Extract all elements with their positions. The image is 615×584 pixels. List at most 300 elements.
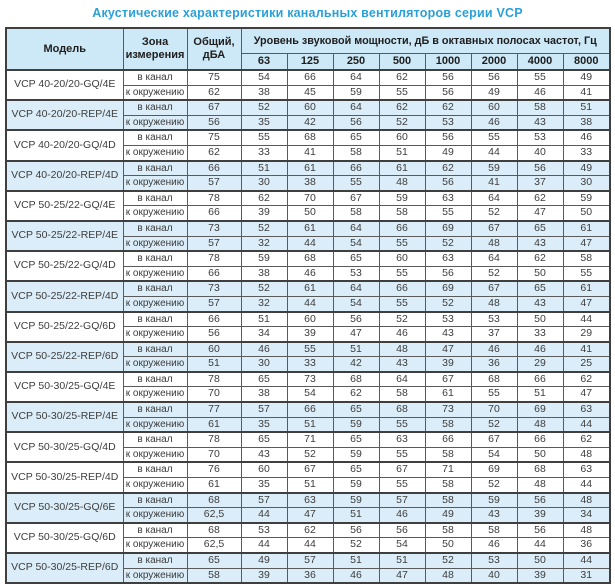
spl-value-cell: 38 — [241, 85, 287, 100]
spl-value-cell: 49 — [425, 145, 471, 160]
spl-value-cell: 38 — [241, 387, 287, 402]
spl-value-cell: 69 — [425, 281, 471, 296]
spl-value-cell: 31 — [563, 568, 610, 583]
spl-value-cell: 61 — [287, 281, 333, 296]
spl-value-cell: 64 — [333, 221, 379, 236]
model-cell: VCP 50-30/25-REP/6D — [6, 553, 123, 583]
column-header-zone: Зона измерения — [123, 28, 187, 70]
total-dba-cell: 77 — [187, 402, 241, 417]
total-dba-cell: 76 — [187, 462, 241, 477]
zone-cell: в канал — [123, 432, 187, 447]
total-dba-cell: 60 — [187, 342, 241, 357]
model-cell: VCP 50-25/22-GQ/6D — [6, 312, 123, 342]
spl-value-cell: 55 — [379, 417, 425, 432]
spl-value-cell: 55 — [379, 236, 425, 251]
zone-cell: в канал — [123, 372, 187, 387]
table-row — [6, 100, 610, 115]
model-cell: VCP 50-25/22-GQ/4D — [6, 251, 123, 281]
spl-value-cell: 66 — [379, 281, 425, 296]
spl-value-cell: 52 — [471, 266, 517, 281]
model-cell: VCP 50-25/22-REP/6D — [6, 342, 123, 372]
spl-value-cell: 44 — [287, 236, 333, 251]
freq-header-63: 63 — [241, 53, 287, 70]
spl-value-cell: 34 — [563, 508, 610, 523]
spl-value-cell: 41 — [563, 342, 610, 357]
total-dba-cell: 57 — [187, 296, 241, 311]
spl-value-cell: 67 — [471, 281, 517, 296]
spl-value-cell: 58 — [425, 523, 471, 538]
total-dba-cell: 70 — [187, 447, 241, 462]
spl-value-cell: 52 — [425, 296, 471, 311]
spl-value-cell: 71 — [287, 432, 333, 447]
spl-value-cell: 33 — [287, 357, 333, 372]
spl-value-cell: 53 — [241, 523, 287, 538]
zone-cell: к окружению — [123, 85, 187, 100]
spl-value-cell: 34 — [241, 327, 287, 342]
spl-value-cell: 60 — [379, 130, 425, 145]
model-cell: VCP 50-30/25-GQ/6D — [6, 523, 123, 553]
spl-value-cell: 61 — [287, 161, 333, 176]
zone-cell: к окружению — [123, 327, 187, 342]
spl-value-cell: 66 — [379, 221, 425, 236]
freq-header-2000: 2000 — [471, 53, 517, 70]
zone-cell: к окружению — [123, 266, 187, 281]
spl-value-cell: 56 — [333, 115, 379, 130]
spl-value-cell: 59 — [379, 191, 425, 206]
spl-value-cell: 65 — [241, 432, 287, 447]
spl-value-cell: 36 — [471, 357, 517, 372]
spl-value-cell: 46 — [563, 130, 610, 145]
spl-value-cell: 40 — [517, 145, 563, 160]
spl-value-cell: 46 — [287, 266, 333, 281]
spl-value-cell: 62 — [379, 100, 425, 115]
total-dba-cell: 61 — [187, 478, 241, 493]
spl-value-cell: 52 — [471, 417, 517, 432]
spl-value-cell: 33 — [563, 145, 610, 160]
spl-value-cell: 57 — [241, 493, 287, 508]
zone-cell: в канал — [123, 70, 187, 85]
spl-value-cell: 62 — [241, 191, 287, 206]
spl-value-cell: 56 — [333, 523, 379, 538]
spl-value-cell: 59 — [333, 447, 379, 462]
spl-value-cell: 61 — [425, 387, 471, 402]
spl-value-cell: 61 — [563, 281, 610, 296]
zone-cell: к окружению — [123, 538, 187, 553]
spl-value-cell: 39 — [241, 206, 287, 221]
spl-value-cell: 66 — [517, 372, 563, 387]
spl-value-cell: 57 — [379, 493, 425, 508]
spl-value-cell: 37 — [471, 327, 517, 342]
spl-value-cell: 46 — [379, 327, 425, 342]
spl-value-cell: 58 — [425, 478, 471, 493]
table-row — [6, 281, 610, 296]
spl-value-cell: 51 — [379, 553, 425, 568]
total-dba-cell: 78 — [187, 191, 241, 206]
spl-value-cell: 43 — [517, 296, 563, 311]
spl-value-cell: 45 — [287, 85, 333, 100]
total-dba-cell: 51 — [187, 357, 241, 372]
spl-value-cell: 44 — [563, 312, 610, 327]
total-dba-cell: 75 — [187, 70, 241, 85]
spl-value-cell: 30 — [563, 176, 610, 191]
table-row — [6, 553, 610, 568]
spl-value-cell: 61 — [563, 221, 610, 236]
spl-value-cell: 49 — [563, 161, 610, 176]
spl-value-cell: 67 — [333, 191, 379, 206]
total-dba-cell: 62 — [187, 145, 241, 160]
spl-value-cell: 55 — [287, 342, 333, 357]
spl-value-cell: 56 — [379, 523, 425, 538]
spl-value-cell: 71 — [425, 462, 471, 477]
spl-value-cell: 44 — [241, 538, 287, 553]
spl-value-cell: 53 — [333, 266, 379, 281]
spl-value-cell: 35 — [241, 115, 287, 130]
spl-value-cell: 59 — [333, 417, 379, 432]
spl-value-cell: 36 — [563, 538, 610, 553]
total-dba-cell: 70 — [187, 387, 241, 402]
spl-value-cell: 56 — [333, 312, 379, 327]
zone-cell: к окружению — [123, 236, 187, 251]
spl-value-cell: 62 — [563, 372, 610, 387]
spl-value-cell: 54 — [241, 70, 287, 85]
spl-value-cell: 42 — [333, 357, 379, 372]
column-header-spl: Уровень звуковой мощности, дБ в октавных полосах частот, Гц — [241, 28, 610, 53]
spl-value-cell: 51 — [287, 478, 333, 493]
zone-cell: в канал — [123, 130, 187, 145]
spl-value-cell: 47 — [333, 327, 379, 342]
spl-value-cell: 46 — [471, 115, 517, 130]
spl-value-cell: 52 — [379, 115, 425, 130]
spl-value-cell: 68 — [333, 372, 379, 387]
spl-value-cell: 54 — [287, 387, 333, 402]
table-row — [6, 161, 610, 176]
spl-value-cell: 51 — [333, 553, 379, 568]
spl-value-cell: 52 — [241, 100, 287, 115]
model-cell: VCP 50-30/25-GQ/6E — [6, 493, 123, 523]
zone-cell: к окружению — [123, 357, 187, 372]
zone-cell: к окружению — [123, 417, 187, 432]
spl-value-cell: 56 — [517, 523, 563, 538]
model-cell: VCP 50-25/22-REP/4E — [6, 221, 123, 251]
zone-cell: в канал — [123, 221, 187, 236]
spl-value-cell: 66 — [333, 161, 379, 176]
acoustic-characteristics-table — [5, 27, 611, 584]
spl-value-cell: 46 — [379, 508, 425, 523]
spl-value-cell: 65 — [333, 251, 379, 266]
spl-value-cell: 55 — [379, 266, 425, 281]
spl-value-cell: 54 — [333, 236, 379, 251]
spl-value-cell: 73 — [425, 402, 471, 417]
spl-value-cell: 60 — [287, 312, 333, 327]
spl-value-cell: 53 — [471, 553, 517, 568]
spl-value-cell: 40 — [471, 568, 517, 583]
freq-header-500: 500 — [379, 53, 425, 70]
spl-value-cell: 65 — [333, 402, 379, 417]
spl-value-cell: 44 — [563, 417, 610, 432]
spl-value-cell: 55 — [471, 387, 517, 402]
spl-value-cell: 41 — [287, 145, 333, 160]
spl-value-cell: 25 — [563, 357, 610, 372]
spl-value-cell: 55 — [563, 266, 610, 281]
spl-value-cell: 64 — [333, 70, 379, 85]
table-row — [6, 493, 610, 508]
spl-value-cell: 46 — [517, 342, 563, 357]
spl-value-cell: 44 — [563, 478, 610, 493]
spl-value-cell: 55 — [379, 447, 425, 462]
total-dba-cell: 62,5 — [187, 508, 241, 523]
spl-value-cell: 37 — [517, 176, 563, 191]
spl-value-cell: 51 — [241, 161, 287, 176]
spl-value-cell: 70 — [287, 191, 333, 206]
total-dba-cell: 62,5 — [187, 538, 241, 553]
page-title: Акустические характеристики канальных вентиляторов серии VCP — [92, 6, 523, 20]
spl-value-cell: 46 — [241, 342, 287, 357]
total-dba-cell: 57 — [187, 236, 241, 251]
spl-value-cell: 65 — [333, 432, 379, 447]
spl-value-cell: 52 — [287, 447, 333, 462]
spl-value-cell: 58 — [517, 100, 563, 115]
total-dba-cell: 73 — [187, 281, 241, 296]
spl-value-cell: 52 — [471, 478, 517, 493]
spl-value-cell: 41 — [471, 176, 517, 191]
spl-value-cell: 55 — [471, 130, 517, 145]
spl-value-cell: 29 — [517, 357, 563, 372]
spl-value-cell: 58 — [333, 145, 379, 160]
spl-value-cell: 64 — [471, 251, 517, 266]
spl-value-cell: 43 — [241, 447, 287, 462]
spl-value-cell: 47 — [563, 387, 610, 402]
total-dba-cell: 57 — [187, 176, 241, 191]
model-cell: VCP 40-20/20-GQ/4E — [6, 70, 123, 100]
spl-value-cell: 56 — [471, 70, 517, 85]
spl-value-cell: 32 — [241, 296, 287, 311]
freq-header-125: 125 — [287, 53, 333, 70]
spl-value-cell: 61 — [287, 221, 333, 236]
header-row-top — [6, 28, 610, 53]
spl-value-cell: 55 — [333, 176, 379, 191]
spl-value-cell: 55 — [379, 296, 425, 311]
spl-value-cell: 39 — [241, 568, 287, 583]
spl-value-cell: 47 — [563, 296, 610, 311]
spl-value-cell: 48 — [563, 493, 610, 508]
spl-value-cell: 53 — [425, 115, 471, 130]
spl-value-cell: 64 — [333, 281, 379, 296]
spl-value-cell: 62 — [563, 432, 610, 447]
spl-value-cell: 55 — [379, 478, 425, 493]
spl-value-cell: 69 — [517, 402, 563, 417]
table-row — [6, 221, 610, 236]
spl-value-cell: 54 — [471, 447, 517, 462]
spl-value-cell: 48 — [563, 447, 610, 462]
table-row — [6, 312, 610, 327]
spl-value-cell: 50 — [287, 206, 333, 221]
total-dba-cell: 65 — [187, 553, 241, 568]
spl-value-cell: 44 — [471, 145, 517, 160]
spl-value-cell: 46 — [471, 342, 517, 357]
table-body — [6, 70, 610, 583]
spl-value-cell: 51 — [241, 312, 287, 327]
spl-value-cell: 50 — [517, 553, 563, 568]
spl-value-cell: 67 — [287, 462, 333, 477]
table-row — [6, 523, 610, 538]
spl-value-cell: 68 — [379, 402, 425, 417]
spl-value-cell: 50 — [425, 538, 471, 553]
freq-header-1000: 1000 — [425, 53, 471, 70]
zone-cell: к окружению — [123, 115, 187, 130]
zone-cell: к окружению — [123, 508, 187, 523]
spl-value-cell: 49 — [471, 85, 517, 100]
spl-value-cell: 29 — [563, 327, 610, 342]
spl-value-cell: 44 — [287, 296, 333, 311]
spl-value-cell: 54 — [333, 296, 379, 311]
spl-value-cell: 67 — [379, 462, 425, 477]
spl-value-cell: 50 — [517, 266, 563, 281]
spl-value-cell: 59 — [471, 493, 517, 508]
spl-value-cell: 52 — [425, 553, 471, 568]
spl-value-cell: 60 — [471, 100, 517, 115]
zone-cell: в канал — [123, 342, 187, 357]
spl-value-cell: 62 — [425, 161, 471, 176]
model-cell: VCP 50-30/25-GQ/4E — [6, 372, 123, 402]
column-header-model: Модель — [6, 28, 123, 70]
freq-header-4000: 4000 — [517, 53, 563, 70]
model-cell: VCP 40-20/20-GQ/4D — [6, 130, 123, 160]
freq-header-8000: 8000 — [563, 53, 610, 70]
total-dba-cell: 78 — [187, 432, 241, 447]
total-dba-cell: 66 — [187, 206, 241, 221]
spl-value-cell: 58 — [379, 206, 425, 221]
spl-value-cell: 62 — [425, 100, 471, 115]
zone-cell: к окружению — [123, 176, 187, 191]
spl-value-cell: 48 — [471, 296, 517, 311]
spl-value-cell: 33 — [517, 327, 563, 342]
total-dba-cell: 78 — [187, 251, 241, 266]
spl-value-cell: 48 — [517, 417, 563, 432]
spl-value-cell: 55 — [241, 130, 287, 145]
spl-value-cell: 65 — [517, 221, 563, 236]
spl-value-cell: 62 — [517, 191, 563, 206]
zone-cell: в канал — [123, 281, 187, 296]
spl-value-cell: 67 — [471, 432, 517, 447]
spl-value-cell: 62 — [517, 251, 563, 266]
spl-value-cell: 49 — [563, 70, 610, 85]
table-header — [6, 28, 610, 70]
zone-cell: в канал — [123, 402, 187, 417]
spl-value-cell: 59 — [563, 191, 610, 206]
spl-value-cell: 43 — [517, 115, 563, 130]
table-row — [6, 70, 610, 85]
spl-value-cell: 62 — [287, 523, 333, 538]
spl-value-cell: 73 — [287, 372, 333, 387]
spl-value-cell: 39 — [425, 357, 471, 372]
spl-value-cell: 60 — [241, 462, 287, 477]
spl-value-cell: 60 — [379, 251, 425, 266]
model-cell: VCP 50-30/25-REP/4E — [6, 402, 123, 432]
spl-value-cell: 63 — [379, 432, 425, 447]
zone-cell: к окружению — [123, 478, 187, 493]
zone-cell: в канал — [123, 100, 187, 115]
total-dba-cell: 66 — [187, 312, 241, 327]
spl-value-cell: 64 — [333, 100, 379, 115]
spl-value-cell: 65 — [241, 372, 287, 387]
spl-value-cell: 38 — [287, 176, 333, 191]
spl-value-cell: 42 — [287, 115, 333, 130]
zone-cell: к окружению — [123, 568, 187, 583]
spl-value-cell: 56 — [425, 85, 471, 100]
spl-value-cell: 56 — [425, 70, 471, 85]
zone-cell: в канал — [123, 493, 187, 508]
zone-cell: к окружению — [123, 206, 187, 221]
spl-value-cell: 44 — [287, 538, 333, 553]
spl-value-cell: 35 — [241, 417, 287, 432]
total-dba-cell: 75 — [187, 130, 241, 145]
table-row — [6, 372, 610, 387]
spl-value-cell: 55 — [517, 70, 563, 85]
spl-value-cell: 56 — [517, 493, 563, 508]
spl-value-cell: 52 — [333, 538, 379, 553]
table-row — [6, 462, 610, 477]
spl-value-cell: 58 — [425, 417, 471, 432]
freq-header-250: 250 — [333, 53, 379, 70]
spl-value-cell: 58 — [425, 493, 471, 508]
spl-value-cell: 52 — [241, 281, 287, 296]
spl-value-cell: 56 — [425, 266, 471, 281]
table-row — [6, 432, 610, 447]
spl-value-cell: 65 — [333, 462, 379, 477]
spl-value-cell: 35 — [241, 478, 287, 493]
spl-value-cell: 50 — [517, 312, 563, 327]
model-cell: VCP 40-20/20-REP/4E — [6, 100, 123, 130]
zone-cell: в канал — [123, 553, 187, 568]
spl-value-cell: 58 — [333, 206, 379, 221]
spl-value-cell: 63 — [287, 493, 333, 508]
spl-value-cell: 39 — [517, 568, 563, 583]
spl-value-cell: 66 — [425, 432, 471, 447]
spl-value-cell: 44 — [241, 508, 287, 523]
spl-value-cell: 54 — [379, 538, 425, 553]
table-row — [6, 130, 610, 145]
spl-value-cell: 48 — [379, 176, 425, 191]
spl-value-cell: 53 — [425, 312, 471, 327]
spl-value-cell: 62 — [379, 70, 425, 85]
total-dba-cell: 58 — [187, 568, 241, 583]
spl-value-cell: 53 — [471, 312, 517, 327]
zone-cell: к окружению — [123, 296, 187, 311]
spl-value-cell: 51 — [379, 145, 425, 160]
spl-value-cell: 62 — [333, 387, 379, 402]
table-row — [6, 191, 610, 206]
spl-value-cell: 30 — [241, 176, 287, 191]
spl-value-cell: 67 — [425, 372, 471, 387]
spl-value-cell: 58 — [471, 523, 517, 538]
spl-value-cell: 65 — [517, 281, 563, 296]
spl-value-cell: 49 — [241, 553, 287, 568]
total-dba-cell: 62 — [187, 85, 241, 100]
spl-value-cell: 63 — [425, 251, 471, 266]
spl-value-cell: 61 — [379, 161, 425, 176]
spl-value-cell: 56 — [425, 176, 471, 191]
spl-value-cell: 43 — [425, 327, 471, 342]
spl-value-cell: 63 — [563, 402, 610, 417]
model-cell: VCP 50-30/25-GQ/4D — [6, 432, 123, 462]
spl-value-cell: 68 — [471, 372, 517, 387]
spl-value-cell: 59 — [333, 478, 379, 493]
spl-value-cell: 57 — [287, 553, 333, 568]
spl-value-cell: 44 — [517, 538, 563, 553]
spl-value-cell: 66 — [287, 70, 333, 85]
model-cell: VCP 50-30/25-REP/4D — [6, 462, 123, 492]
spl-value-cell: 64 — [379, 372, 425, 387]
